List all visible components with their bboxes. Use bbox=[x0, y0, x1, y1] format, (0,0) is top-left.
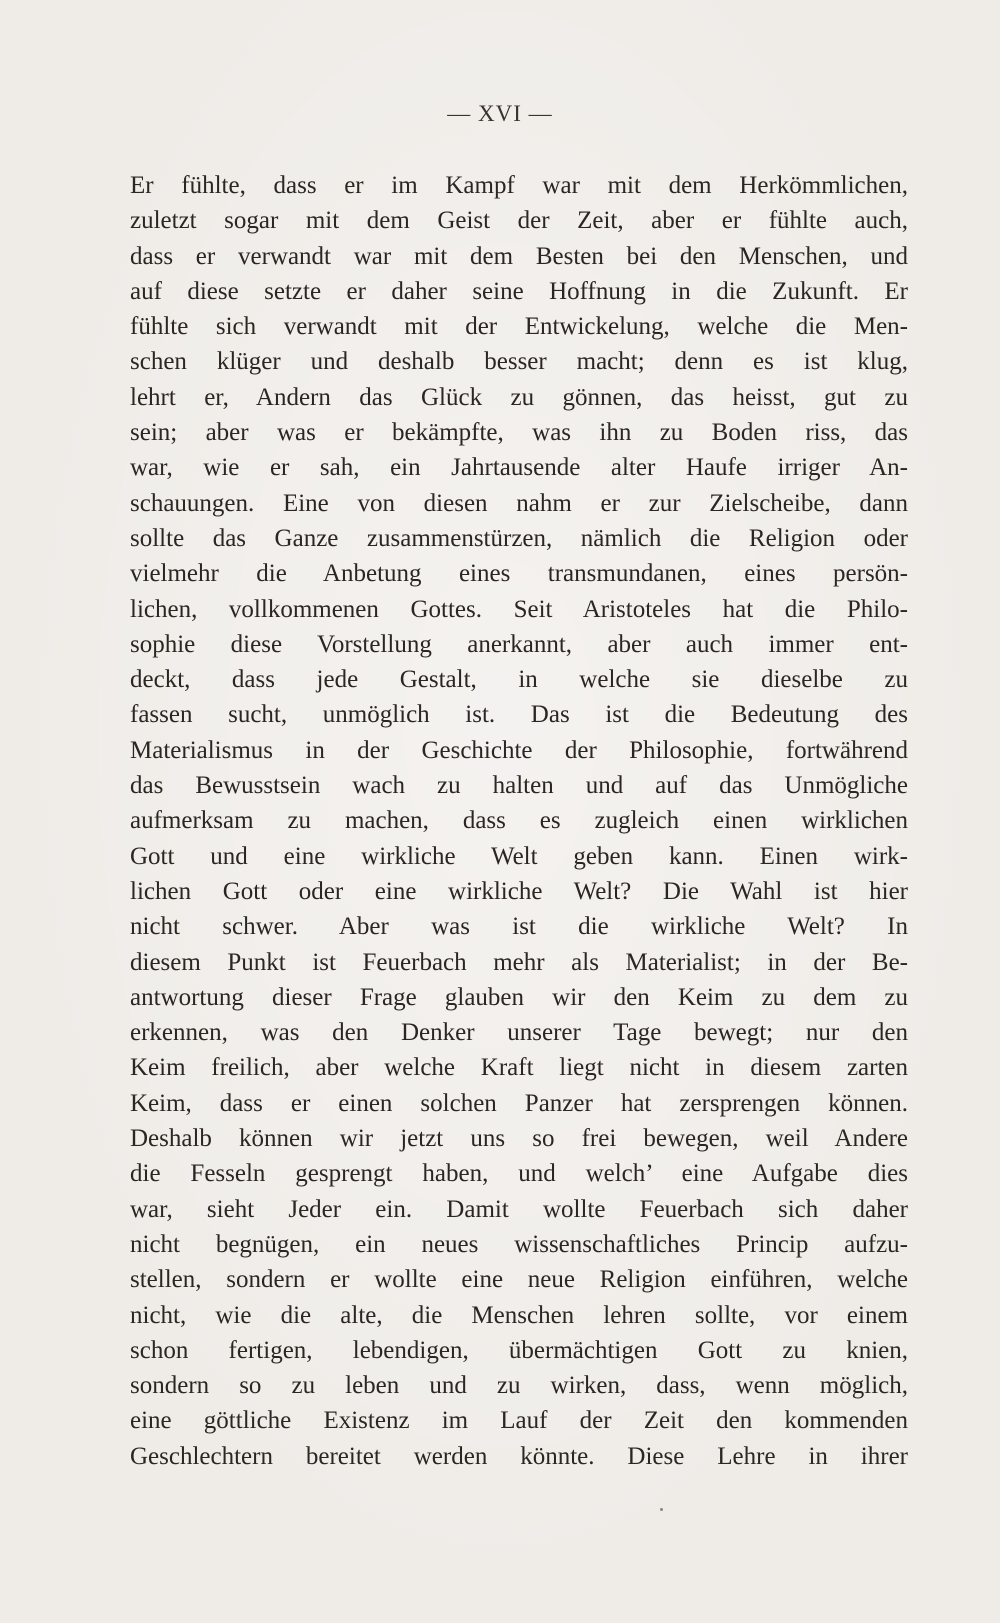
text-line: nicht schwer. Aber was ist die wirkliche Welt? In bbox=[130, 913, 908, 941]
text-line: sollte das Ganze zusammenstürzen, nämlich die Religion oder bbox=[130, 524, 908, 552]
text-line: fühlte sich verwandt mit der Entwickelung, welche die Men- bbox=[130, 313, 908, 341]
text-line: nicht, wie die alte, die Menschen lehren sollte, vor einem bbox=[130, 1301, 908, 1329]
text-line: erkennen, was den Denker unserer Tage bewegt; nur den bbox=[130, 1019, 908, 1047]
paper-speck bbox=[660, 1508, 663, 1511]
text-line: Keim freilich, aber welche Kraft liegt nicht in diesem zarten bbox=[130, 1054, 908, 1082]
text-line: Materialismus in der Geschichte der Philosophie, fortwährend bbox=[130, 736, 908, 764]
text-line: dass er verwandt war mit dem Besten bei den Menschen, und bbox=[130, 242, 908, 270]
text-line: sein; aber was er bekämpfte, was ihn zu Boden riss, das bbox=[130, 419, 908, 447]
text-line: diesem Punkt ist Feuerbach mehr als Materialist; in der Be- bbox=[130, 948, 908, 976]
text-line: aufmerksam zu machen, dass es zugleich einen wirklichen bbox=[130, 807, 908, 835]
text-line: die Fesseln gesprengt haben, und welch’ eine Aufgabe dies bbox=[130, 1160, 908, 1188]
text-line: schauungen. Eine von diesen nahm er zur Zielscheibe, dann bbox=[130, 489, 908, 517]
body-text bbox=[130, 168, 908, 1474]
text-line: war, sieht Jeder ein. Damit wollte Feuerbach sich daher bbox=[130, 1195, 908, 1223]
text-line: lehrt er, Andern das Glück zu gönnen, das heisst, gut zu bbox=[130, 383, 908, 411]
text-line: sophie diese Vorstellung anerkannt, aber auch immer ent- bbox=[130, 630, 908, 658]
text-line: lichen Gott oder eine wirkliche Welt? Die Wahl ist hier bbox=[130, 877, 908, 905]
text-line: stellen, sondern er wollte eine neue Religion einführen, welche bbox=[130, 1266, 908, 1294]
text-line: Keim, dass er einen solchen Panzer hat zersprengen können. bbox=[130, 1089, 908, 1117]
text-line: Deshalb können wir jetzt uns so frei bewegen, weil Andere bbox=[130, 1125, 908, 1153]
text-line: war, wie er sah, ein Jahrtausende alter Haufe irriger An- bbox=[130, 454, 908, 482]
text-line: lichen, vollkommenen Gottes. Seit Aristoteles hat die Philo- bbox=[130, 595, 908, 623]
text-line: das Bewusstsein wach zu halten und auf das Unmögliche bbox=[130, 772, 908, 800]
text-line: Geschlechtern bereitet werden könnte. Diese Lehre in ihrer bbox=[130, 1442, 908, 1470]
text-line: schen klüger und deshalb besser macht; denn es ist klug, bbox=[130, 348, 908, 376]
text-line: antwortung dieser Frage glauben wir den Keim zu dem zu bbox=[130, 983, 908, 1011]
text-line: deckt, dass jede Gestalt, in welche sie dieselbe zu bbox=[130, 666, 908, 694]
text-line: schon fertigen, lebendigen, übermächtigen Gott zu knien, bbox=[130, 1336, 908, 1364]
page-number: — XVI — bbox=[447, 101, 553, 126]
text-line: Er fühlte, dass er im Kampf war mit dem Herkömmlichen, bbox=[130, 172, 908, 199]
text-line: nicht begnügen, ein neues wissenschaftliches Princip aufzu- bbox=[130, 1230, 908, 1258]
text-line: vielmehr die Anbetung eines transmundanen, eines persön- bbox=[130, 560, 908, 588]
text-line: fassen sucht, unmöglich ist. Das ist die Bedeutung des bbox=[130, 701, 908, 729]
text-line: Gott und eine wirkliche Welt geben kann. Einen wirk- bbox=[130, 842, 908, 870]
text-line: eine göttliche Existenz im Lauf der Zeit den kommenden bbox=[130, 1407, 908, 1435]
text-line: sondern so zu leben und zu wirken, dass, wenn möglich, bbox=[130, 1372, 908, 1400]
text-line: zuletzt sogar mit dem Geist der Zeit, aber er fühlte auch, bbox=[130, 207, 908, 235]
text-line: auf diese setzte er daher seine Hoffnung in die Zukunft. Er bbox=[130, 277, 908, 305]
